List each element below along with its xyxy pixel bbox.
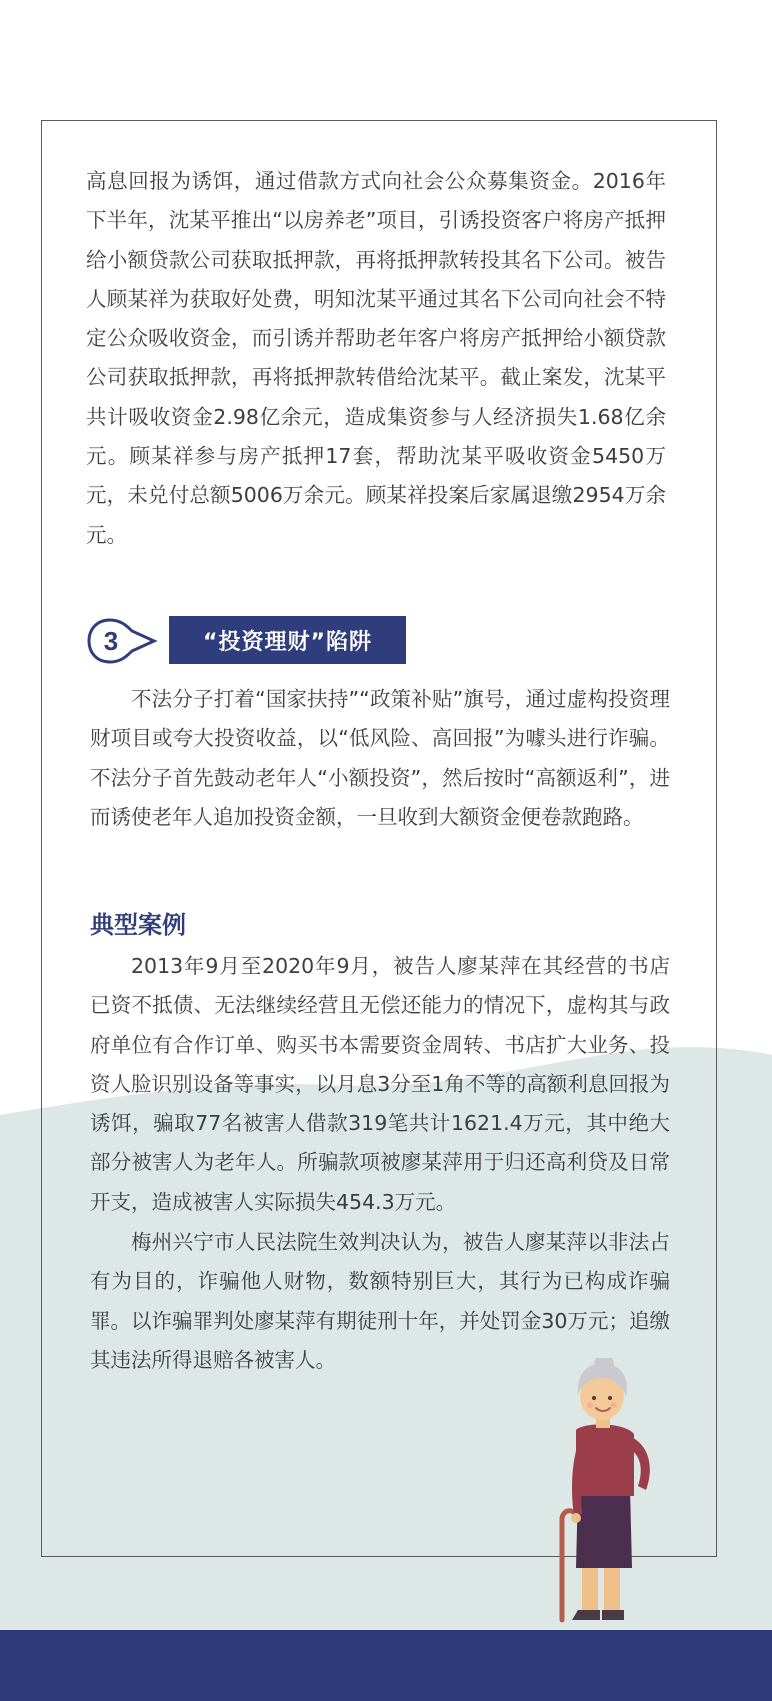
section-number: 3 xyxy=(103,626,119,656)
case-paragraph-2: 梅州兴宁市人民法院生效判决认为，被告人廖某萍以非法占有为目的，诈骗他人财物，数额特别巨大，其行为已构成诈骗罪。以诈骗罪判处廖某萍有期徒刑十年，并处罚金30万元；追缴其违法所得退赔各被害人。 xyxy=(90,1230,670,1372)
section-description: 不法分子打着“国家扶持”“政策补贴”旗号，通过虚构投资理财项目或夸大投资收益，以“低风险、高回报”为噱头进行诈骗。不法分子首先鼓动老年人“小额投资”，然后按时“高额返利”，进而诱使老年人追加投资金额，一旦收到大额资金便卷款跑路。 xyxy=(90,687,670,829)
intro-paragraph: 高息回报为诱饵，通过借款方式向社会公众募集资金。2016年下半年，沈某平推出“以房养老”项目，引诱投资客户将房产抵押给小额贷款公司获取抵押款，再将抵押款转投其名下公司。被告人顾某祥为获取好处费，明知沈某平通过其名下公司向社会不特定公众吸收资金，而引诱并帮助老年客户将房产抵押给小额贷款公司获取抵押款，再将抵押款转借给沈某平。截止案发，沈某平共计吸收资金2.98亿余元，造成集资参与人经济损失1.68亿余元。顾某祥参与房产抵押17套，帮助沈某平吸收资金5450万元，未兑付总额5006万余元。顾某祥投案后家属退缴2954万余元。 xyxy=(86,169,666,547)
case-heading: 典型案例 xyxy=(90,911,186,939)
elderly-woman-with-cane-icon xyxy=(550,1358,670,1623)
footer-bar xyxy=(0,1630,772,1701)
section-number-badge-icon xyxy=(86,617,158,665)
case-paragraph-1: 2013年9月至2020年9月，被告人廖某萍在其经营的书店已资不抵债、无法继续经营且无偿还能力的情况下，虚构其与政府单位有合作订单、购买书本需要资金周转、书店扩大业务、投资人脸识别设备等事实，以月息3分至1角不等的高额利息回报为诱饵，骗取77名被害人借款319笔共计1621.4万元，其中绝大部分被害人为老年人。所骗款项被廖某萍用于归还高利贷及日常开支，造成被害人实际损失454.3万元。 xyxy=(90,954,670,1214)
section-title: “投资理财”陷阱 xyxy=(169,616,406,664)
